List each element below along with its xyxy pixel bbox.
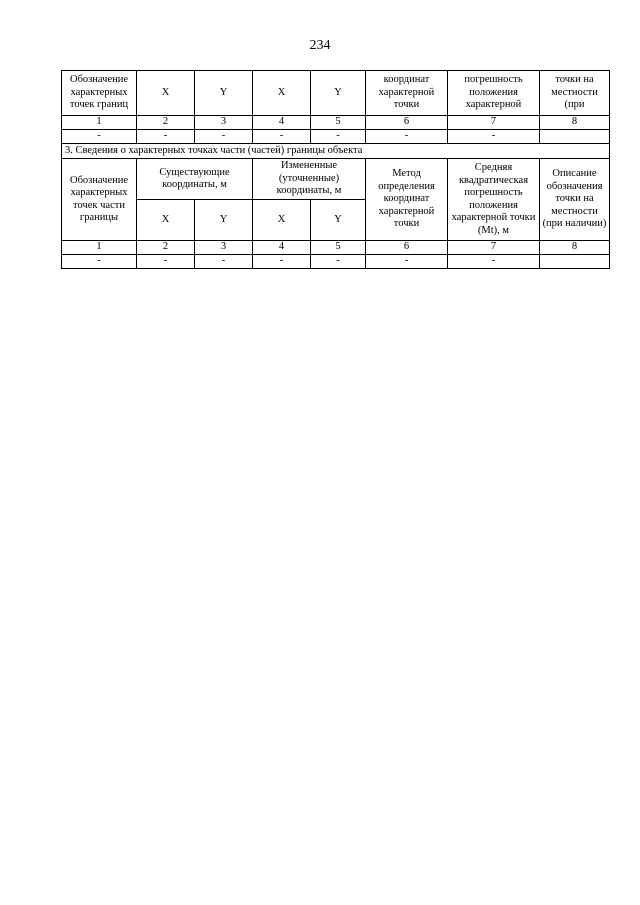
- table2-header-row-1: [62, 159, 610, 200]
- table1-col7-header: погрешность положения характерной: [448, 71, 540, 116]
- table2-num-cell: 3: [195, 241, 253, 255]
- table1-data-row: [62, 130, 610, 144]
- table2-y2-header: Y: [311, 200, 366, 241]
- table2-data-cell: -: [448, 255, 540, 269]
- table2-num-cell: 6: [366, 241, 448, 255]
- table2-numbers-row: [62, 241, 610, 255]
- section-3-title: 3. Сведения о характерных точках части (частей) границы объекта: [62, 144, 610, 159]
- table1-x1-header: X: [137, 71, 195, 116]
- table2-method-header: Метод определения координат характерной точки: [366, 159, 448, 241]
- table2-x2-header: X: [253, 200, 311, 241]
- table1-x2-header: X: [253, 71, 311, 116]
- table2-x1-header: X: [137, 200, 195, 241]
- table1-data-cell: -: [366, 130, 448, 144]
- table2-y1-header: Y: [195, 200, 253, 241]
- table2-col1-header: Обозначение характерных точек части границы: [62, 159, 137, 241]
- table2-num-cell: 5: [311, 241, 366, 255]
- table2-error-header: Средняя квадратическая погрешность положения характерной точки (Mt), м: [448, 159, 540, 241]
- table2-description-header: Описание обозначения точки на местности (при наличии): [540, 159, 610, 241]
- table2-data-row: [62, 255, 610, 269]
- table1-num-cell: 5: [311, 116, 366, 130]
- table1-data-cell: -: [195, 130, 253, 144]
- table1-col1-header: Обозначение характерных точек границ: [62, 71, 137, 116]
- table2-num-cell: 4: [253, 241, 311, 255]
- table1-data-cell: -: [62, 130, 137, 144]
- table2-existing-header: Существующие координаты, м: [137, 159, 253, 200]
- table1-num-cell: 1: [62, 116, 137, 130]
- table1-data-cell: [540, 130, 610, 144]
- table1-numbers-row: [62, 116, 610, 130]
- table1-header-row: [62, 71, 610, 116]
- table1-num-cell: 4: [253, 116, 311, 130]
- section-3-row: [62, 144, 610, 159]
- table2-data-cell: -: [62, 255, 137, 269]
- table1-num-cell: 6: [366, 116, 448, 130]
- table2-data-cell: -: [253, 255, 311, 269]
- table1-num-cell: 3: [195, 116, 253, 130]
- table1-data-cell: -: [253, 130, 311, 144]
- table1-data-cell: -: [311, 130, 366, 144]
- table2-data-cell: -: [366, 255, 448, 269]
- table2-num-cell: 1: [62, 241, 137, 255]
- table1-num-cell: 2: [137, 116, 195, 130]
- table1-col8-header: точки на местности (при: [540, 71, 610, 116]
- table2-num-cell: 2: [137, 241, 195, 255]
- table2-data-cell: -: [195, 255, 253, 269]
- table1-data-cell: -: [137, 130, 195, 144]
- table1-num-cell: 7: [448, 116, 540, 130]
- table2-data-cell: [540, 255, 610, 269]
- table2-changed-header: Измененные (уточненные) координаты, м: [253, 159, 366, 200]
- table1-num-cell: 8: [540, 116, 610, 130]
- page-number: 234: [309, 38, 331, 53]
- boundary-points-table: [61, 70, 610, 269]
- table2-num-cell: 7: [448, 241, 540, 255]
- table1-col6-header: координат характерной точки: [366, 71, 448, 116]
- table1-data-cell: -: [448, 130, 540, 144]
- table1-y1-header: Y: [195, 71, 253, 116]
- table2-data-cell: -: [311, 255, 366, 269]
- table2-data-cell: -: [137, 255, 195, 269]
- table1-y2-header: Y: [311, 71, 366, 116]
- table2-num-cell: 8: [540, 241, 610, 255]
